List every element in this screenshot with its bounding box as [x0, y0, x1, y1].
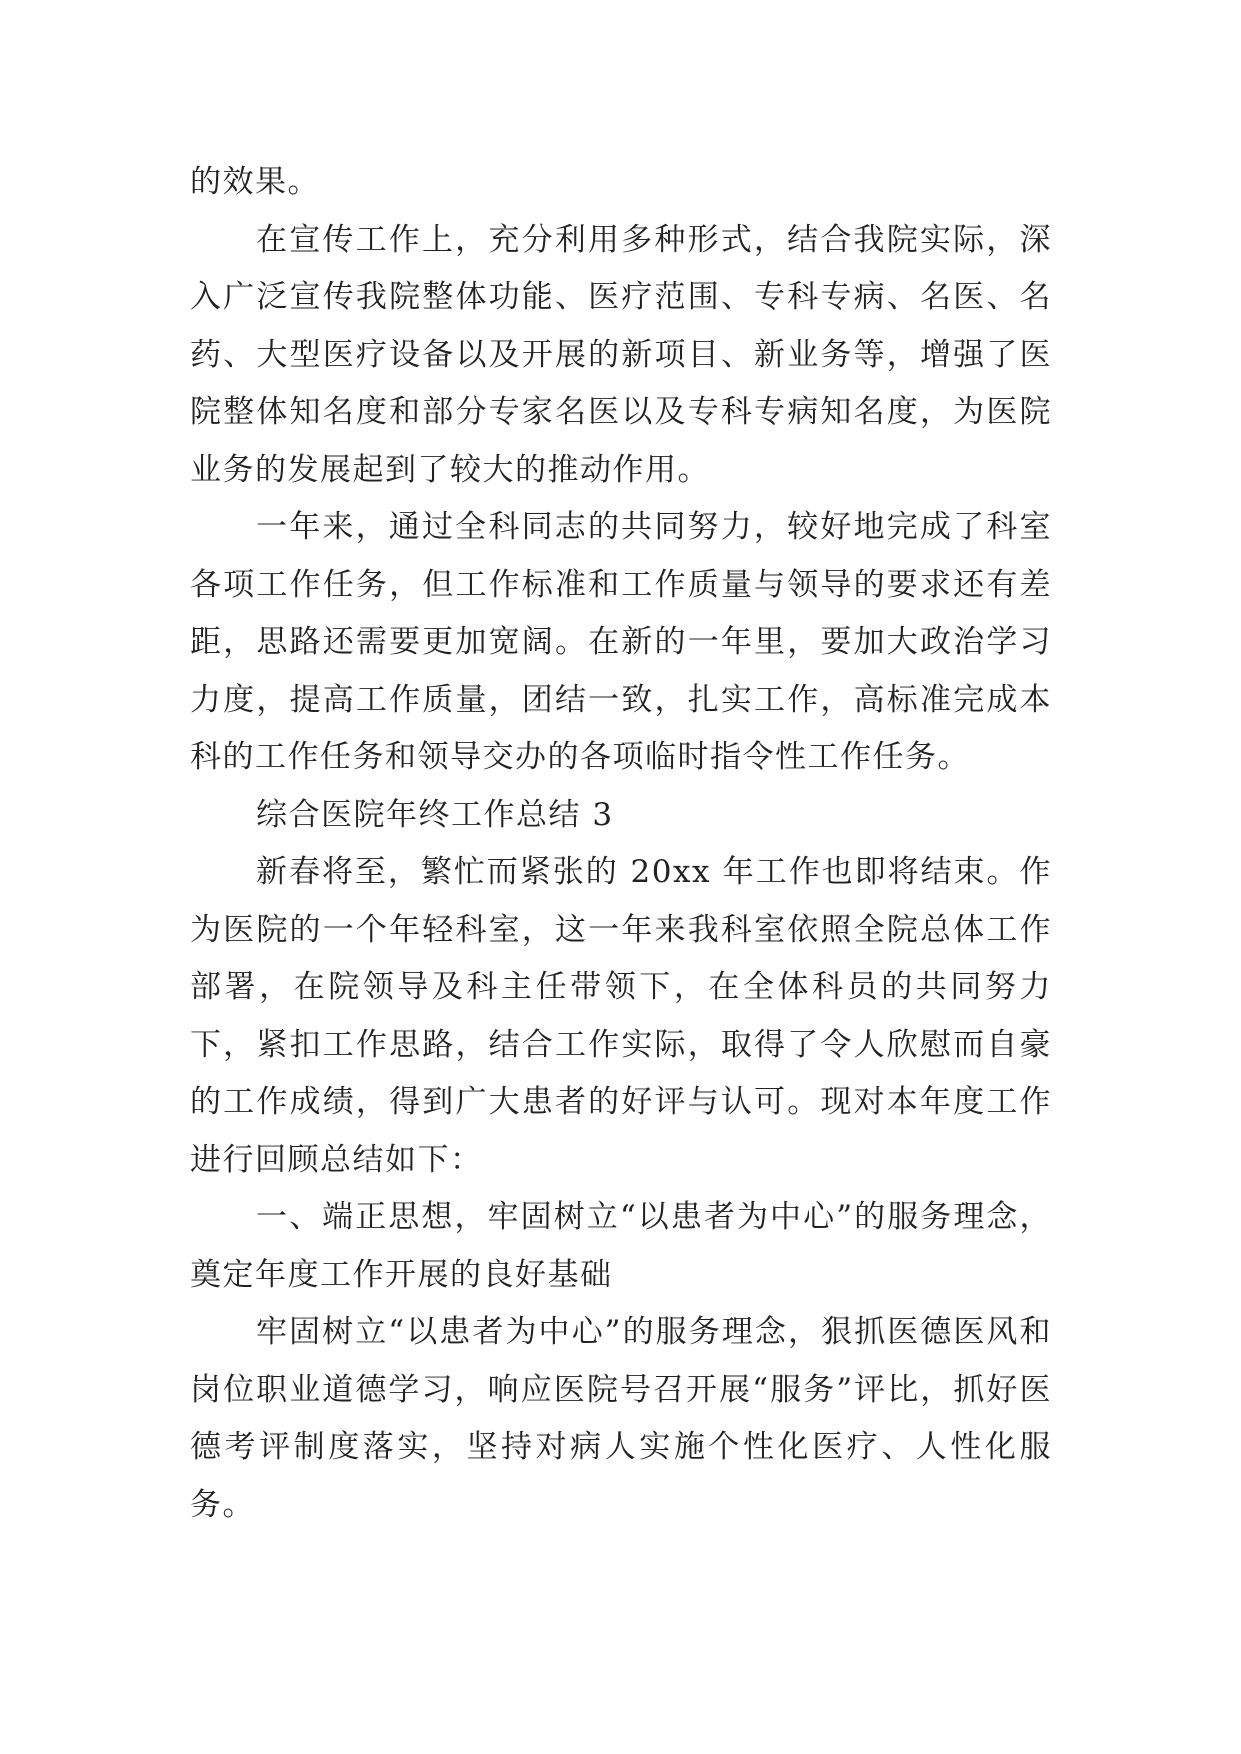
paragraph-intro: 新春将至，繁忙而紧张的 20xx 年工作也即将结束。作为医院的一个年轻科室，这一年来我科室依照全院总体工作部署，在院领导及科主任带领下，在全体科员的共同努力下，紧扣工作思路，结合工作实际，取得了令人欣慰而自豪的工作成绩，得到广大患者的好评与认可。现对本年度工作进行回顾总结如下： — [190, 854, 1052, 1178]
section-title: 综合医院年终工作总结 3 — [256, 796, 614, 833]
paragraph-service-concept: 牢固树立“以患者为中心”的服务理念，狠抓医德医风和岗位职业道德学习，响应医院号召开展“服务”评比，抓好医德考评制度落实，坚持对病人实施个性化医疗、人性化服务。 — [190, 1314, 1052, 1523]
document-body — [190, 154, 1052, 1534]
paragraph-continuation: 的效果。 — [190, 164, 320, 200]
paragraph-publicity: 在宣传工作上，充分利用多种形式，结合我院实际，深入广泛宣传我院整体功能、医疗范围、专科专病、名医、名药、大型医疗设备以及开展的新项目、新业务等，增强了医院整体知名度和部分专家名医以及专科专病知名度，为医院业务的发展起到了较大的推动作用。 — [190, 221, 1052, 488]
section-heading-one: 一、端正思想，牢固树立“以患者为中心”的服务理念，奠定年度工作开展的良好基础 — [190, 1199, 1052, 1293]
paragraph-year-review: 一年来，通过全科同志的共同努力，较好地完成了科室各项工作任务，但工作标准和工作质量与领导的要求还有差距，思路还需要更加宽阔。在新的一年里，要加大政治学习力度，提高工作质量，团结一致，扎实工作，高标准完成本科的工作任务和领导交办的各项临时指令性工作任务。 — [190, 509, 1052, 775]
